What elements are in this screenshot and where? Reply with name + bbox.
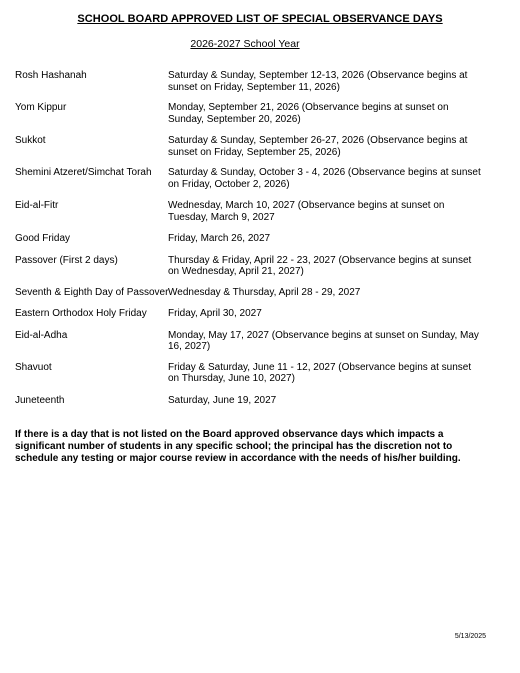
observance-dates: Saturday & Sunday, September 12-13, 2026 (Observance begins at sunset on Friday, September 11, 2026) — [168, 70, 468, 93]
observance-dates: Friday & Saturday, June 11 - 12, 2027 (Observance begins at sunset on Thursday, June 10, 2027) — [168, 361, 472, 384]
observance-dates: Saturday, June 19, 2027 — [168, 394, 277, 406]
observance-row — [15, 233, 485, 245]
revision-date: 5/13/2025 — [454, 633, 486, 640]
observance-dates: Saturday & Sunday, October 3 - 4, 2026 (Observance begins at sunset on Friday, October 2, 2026) — [168, 167, 481, 190]
observance-row — [15, 255, 485, 278]
observance-name: Good Friday — [15, 233, 71, 244]
observance-dates: Wednesday & Thursday, April 28 - 29, 2027 — [168, 286, 361, 298]
observance-dates: Monday, May 17, 2027 (Observance begins at sunset on Sunday, May 16, 2027) — [168, 329, 479, 352]
observance-dates: Saturday & Sunday, September 26-27, 2026 (Observance begins at sunset on Friday, September 25, 2026) — [168, 135, 468, 158]
observance-row — [15, 135, 485, 158]
observance-row — [15, 167, 485, 190]
observance-name: Rosh Hashanah — [15, 70, 87, 81]
observance-dates: Thursday & Friday, April 22 - 23, 2027 (Observance begins at sunset on Wednesday, April 21, 2027) — [168, 254, 472, 277]
school-year-heading: 2026-2027 School Year — [190, 38, 300, 50]
observance-name: Eid-al-Adha — [15, 329, 68, 341]
observance-name: Eid-al-Fitr — [15, 200, 59, 211]
observance-row — [15, 70, 485, 93]
discretion-note: If there is a day that is not listed on the Board approved observance days which impacts a significant number of students in any specific school; the principal has the discretion not to schedule any testing or major course review in accordance with the needs of his/her building. — [15, 429, 461, 464]
observance-name: Juneteenth — [15, 394, 65, 406]
observance-list — [15, 70, 485, 406]
observance-name: Yom Kippur — [15, 102, 67, 113]
observance-name: Shemini Atzeret/Simchat Torah — [15, 167, 152, 178]
observance-row — [15, 102, 485, 125]
observance-row — [15, 200, 485, 223]
observance-name: Shavuot — [15, 361, 52, 373]
observance-row — [15, 395, 485, 407]
observance-name: Eastern Orthodox Holy Friday — [15, 308, 147, 319]
observance-dates: Friday, April 30, 2027 — [168, 308, 262, 319]
observance-dates: Monday, September 21, 2026 (Observance begins at sunset on Sunday, September 20, 2026) — [168, 102, 449, 125]
observance-name: Seventh & Eighth Day of Passover — [15, 286, 169, 298]
observance-dates: Friday, March 26, 2027 — [168, 233, 271, 244]
observance-name: Sukkot — [15, 135, 46, 146]
observance-dates: Wednesday, March 10, 2027 (Observance begins at sunset on Tuesday, March 9, 2027 — [168, 200, 445, 223]
observance-name: Passover (First 2 days) — [15, 254, 118, 266]
observance-row — [15, 330, 485, 353]
observance-row — [15, 362, 485, 385]
observance-row — [15, 308, 485, 320]
observance-row — [15, 287, 485, 299]
document-title: SCHOOL BOARD APPROVED LIST OF SPECIAL OBSERVANCE DAYS — [77, 13, 443, 25]
